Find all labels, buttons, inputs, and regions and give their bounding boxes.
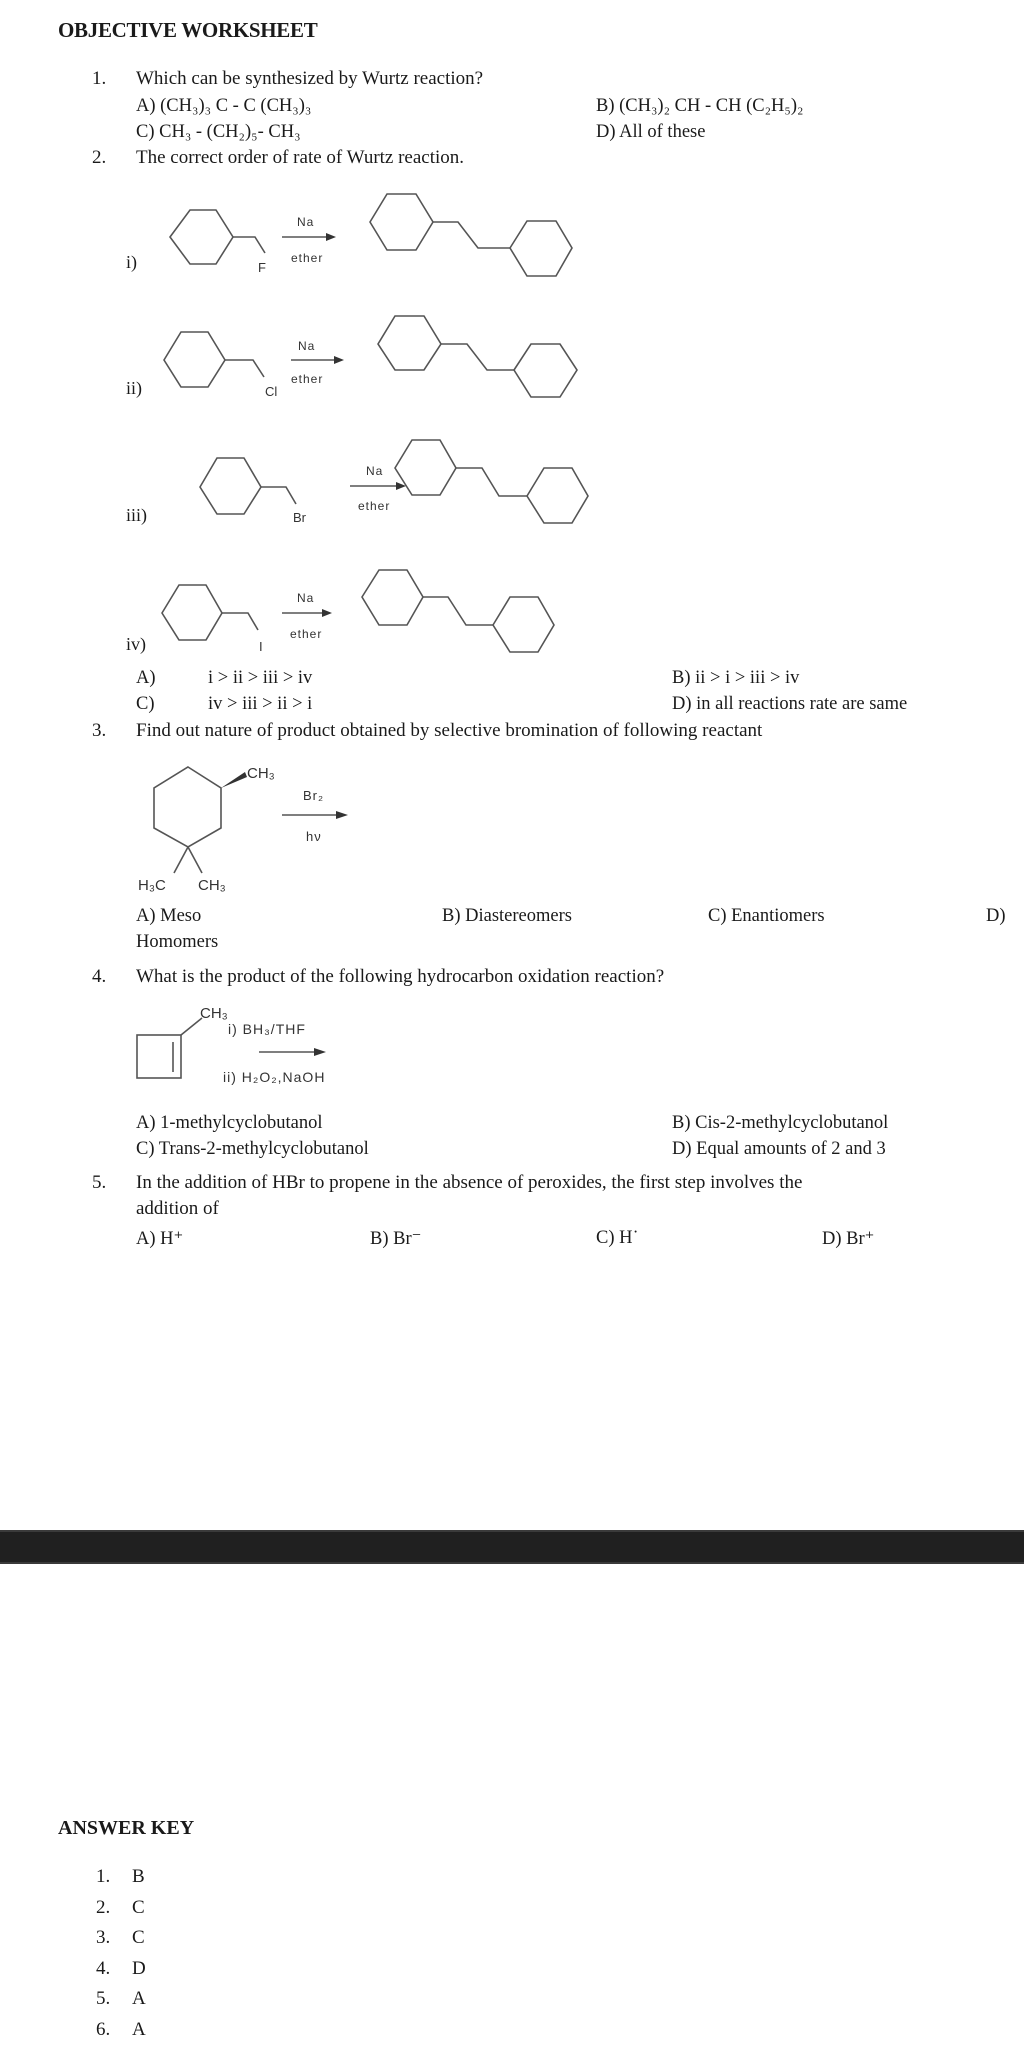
svg-text:CH₃: CH₃ (198, 877, 226, 894)
q1-option-c[interactable]: C) CH₃ - (CH₂)₅- CH₃ (136, 122, 301, 142)
q5-option-d[interactable]: D) Br⁺ (822, 1229, 875, 1249)
question-2 (92, 147, 464, 169)
question-number: 5. (92, 1172, 107, 1193)
svg-text:H₃C: H₃C (138, 877, 166, 894)
q4-option-b[interactable]: B) Cis-2-methylcyclobutanol (672, 1113, 889, 1133)
reagent-top: Na (298, 339, 316, 353)
reagent-bottom: ii) H₂O₂,NaOH (223, 1069, 326, 1085)
reagent-top: Na (297, 591, 315, 605)
cyclohexane-ring (170, 210, 233, 264)
scheme-ii-reaction (150, 300, 610, 410)
q5-option-c[interactable]: C) H˙ (596, 1228, 639, 1248)
arrow-head (314, 1048, 326, 1056)
q4-option-d[interactable]: D) Equal amounts of 2 and 3 (672, 1139, 886, 1159)
question-text-line-1: In the addition of HBr to propene in the absence of peroxides, the first step involves the (136, 1172, 803, 1193)
q4-option-a[interactable]: A) 1-methylcyclobutanol (136, 1113, 323, 1133)
svg-text:CH₃: CH₃ (247, 765, 275, 782)
halogen-label: Cl (265, 384, 278, 399)
question-number: 3. (92, 720, 107, 741)
q1-option-b[interactable]: B) (CH₃)₂ CH - CH (C₂H₅)₂ (596, 96, 804, 116)
question-text: Find out nature of product obtained by selective bromination of following reactant (136, 720, 763, 741)
answer-item: 5. A (96, 1988, 146, 2009)
reagent-bottom: ether (291, 372, 324, 386)
cyclohexane-ring (200, 458, 261, 514)
product-ring-2 (527, 468, 588, 523)
reagent-bottom: ether (290, 627, 323, 641)
answer-item: 3. C (96, 1927, 145, 1948)
q4-option-c[interactable]: C) Trans-2-methylcyclobutanol (136, 1139, 369, 1159)
q1-option-d[interactable]: D) All of these (596, 122, 706, 142)
product-ring-2 (493, 597, 554, 652)
q5-option-a[interactable]: A) H⁺ (136, 1229, 184, 1249)
q1-option-a[interactable]: A) (CH₃)₃ C - C (CH₃)₃ (136, 96, 312, 116)
arrow-head (322, 609, 332, 617)
reagent-top: Br₂ (303, 788, 325, 803)
arrow-head (334, 356, 344, 364)
product-ring-1 (395, 440, 456, 495)
question-number: 1. (92, 68, 107, 89)
q3-option-b[interactable]: B) Diastereomers (442, 906, 572, 926)
question-text-line-2: addition of (136, 1198, 219, 1219)
answer-item: 4. D (96, 1957, 146, 1979)
arrow-head (326, 233, 336, 241)
product-ring-1 (362, 570, 423, 625)
question-3 (92, 720, 762, 742)
cyclohexane-ring (164, 332, 225, 387)
answer-item: 2. C (96, 1896, 145, 1918)
question-1 (92, 68, 483, 90)
question-number: 4. (92, 966, 107, 987)
product-ring-2 (510, 221, 572, 276)
worksheet-title: OBJECTIVE WORKSHEET (58, 18, 318, 42)
ch2-bond (233, 237, 265, 253)
q5-option-b[interactable]: B) Br⁻ (370, 1229, 422, 1249)
wedge-bond (221, 772, 247, 788)
q2-option-a[interactable]: A) i > ii > iii > iv (136, 668, 313, 688)
reagent-top: Na (366, 464, 384, 478)
reagent-top: Na (297, 215, 315, 229)
cyclobutene-ring (137, 1035, 181, 1078)
halogen-label: F (258, 260, 266, 275)
answer-key-list (96, 1866, 146, 2049)
question-text: Which can be synthesized by Wurtz reaction? (136, 68, 484, 89)
page-divider-band (0, 1530, 1024, 1564)
product-ring-1 (378, 316, 441, 370)
q4-reactant-structure (120, 990, 440, 1100)
q3-option-d-continued: Homomers (136, 932, 219, 952)
scheme-iv-reaction (150, 560, 630, 670)
q3-option-c[interactable]: C) Enantiomers (708, 906, 825, 926)
question-4 (92, 966, 664, 988)
product-ring-2 (514, 344, 577, 397)
product-ring-1 (370, 194, 433, 250)
answer-item: 1. B (96, 1866, 145, 1887)
scheme-iii-reaction (150, 430, 650, 540)
answer-key-title: ANSWER KEY (58, 1817, 195, 1839)
scheme-i-label: i) (126, 252, 137, 272)
q2-option-b[interactable]: B) ii > i > iii > iv (672, 668, 800, 688)
scheme-ii-label: ii) (126, 378, 142, 398)
halogen-label: I (259, 639, 263, 654)
svg-text:CH₃: CH₃ (200, 1005, 228, 1022)
question-number: 2. (92, 147, 107, 168)
cyclohexane-ring (162, 585, 222, 640)
question-5 (92, 1172, 802, 1194)
reagent-bottom: hν (306, 829, 322, 844)
reagent-bottom: ether (358, 499, 391, 513)
scheme-iii-label: iii) (126, 505, 147, 525)
cyclohexane-ring (154, 767, 221, 847)
reagent-bottom: ether (291, 251, 324, 265)
q2-option-c[interactable]: C) iv > iii > ii > i (136, 694, 313, 714)
q3-option-a[interactable]: A) Meso (136, 906, 202, 926)
scheme-i-reaction (140, 180, 600, 290)
answer-item: 6. A (96, 2018, 146, 2040)
arrow-head (336, 811, 348, 819)
question-text: What is the product of the following hydrocarbon oxidation reaction? (136, 966, 665, 987)
reagent-top: i) BH₃/THF (228, 1021, 306, 1037)
scheme-iv-label: iv) (126, 634, 146, 654)
halogen-label: Br (293, 510, 306, 525)
q2-option-d[interactable]: D) in all reactions rate are same (672, 694, 908, 714)
q3-reactant-structure (100, 750, 400, 900)
question-text: The correct order of rate of Wurtz reaction. (136, 147, 465, 168)
q3-option-d[interactable]: D) (986, 906, 1006, 926)
